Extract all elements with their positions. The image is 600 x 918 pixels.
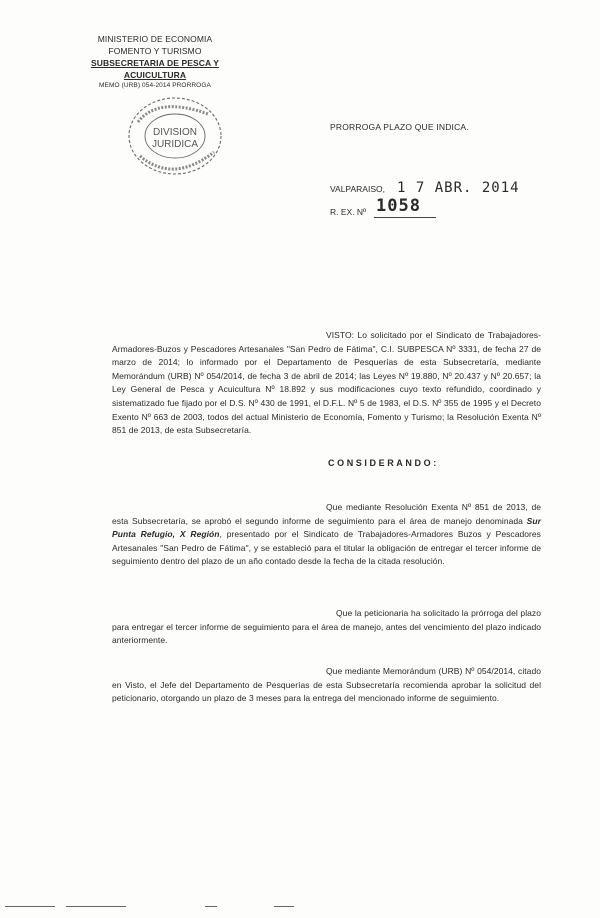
considerando-paragraph-3 [112,665,541,706]
considerando-1-text-b: , presentado por el Sindicato de Trabajadores-Armadores Buzos y Pescadores Artesanales "San Pedro de Fátima", y se estableció para el titular la obligación de entregar el tercer informe de seguimiento dentro del plazo de un año contado desde la fecha de la citada resolución. [112,529,541,567]
considerando-paragraph-1 [112,501,541,569]
stamp-line-2: JURIDICA [151,139,199,150]
considerando-1-text-a: Que mediante Resolución Exenta Nº 851 de 2013, de esta Subsecretaría, se aprobó el segundo informe de seguimiento para el área de manejo denominada [112,502,541,526]
visto-text: Lo solicitado por el Sindicato de Trabajadores-Armadores-Buzos y Pescadores Artesanales "San Pedro de Fátima", C.I. SUBPESCA Nº 3331, de fecha 27 de marzo de 2014; lo informado por el Departamento de Pesquerías de esta Subsecretaría, mediante Memorándum (URB) Nº 054/2014, de fecha 3 de abril de 2014; las Leyes Nº 19.880, Nº 20.437 y Nº 20.657; la Ley General de Pesca y Acuicultura Nº 18.892 y sus modificaciones cuyo texto refundido, coordinado y sistematizado fue fijado por el D.S. Nº 430 de 1991, el D.F.L. Nº 5 de 1983, el D.S. Nº 355 de 1995 y el Decreto Exento Nº 663 de 2003, todos del actual Ministerio de Economía, Fomento y Turismo; la Resolución Exenta Nº 851 de 2013, de esta Subsecretaría. [112,330,541,436]
resolution-underline [374,217,436,218]
division-juridica-stamp [118,92,236,184]
footer-mark [274,906,294,907]
footer-mark [205,906,217,907]
date-line [330,180,520,196]
ministry-fomento: FOMENTO Y TURISMO [108,46,202,56]
considerando-heading: CONSIDERANDO: [328,458,439,468]
footer-mark [5,906,55,907]
stamp-seal [118,92,236,184]
resolution-number: 1058 [376,196,421,216]
document-subject: PRORROGA PLAZO QUE INDICA. [330,122,469,132]
visto-lead: VISTO: [326,330,355,340]
footer-mark [66,906,126,907]
date-label: VALPARAISO, [330,184,385,194]
date-value: 1 7 ABR. 2014 [397,180,520,196]
resolution-number-line [330,196,440,217]
letterhead [60,33,250,91]
considerando-2-text: Que la peticionaria ha solicitado la prórroga del plazo para entregar el tercer informe de seguimiento para el área de manejo, antes del vencimiento del plazo indicado anteriormente. [112,608,541,646]
subsecretaria-name: SUBSECRETARIA DE PESCA Y ACUICULTURA [90,58,220,80]
ministry-name: MINISTERIO DE ECONOMIA [97,34,213,44]
resolution-label: R. EX. Nº [330,207,367,217]
memo-reference: MEMO (URB) 054-2014 PRORROGA [99,82,211,89]
considerando-3-text-a: Que mediante Memorándum (URB) Nº 054/2014, citado en Visto, el [112,666,541,690]
visto-paragraph [112,329,541,438]
stamp-line-1: DIVISION [153,127,197,138]
considerando-3-text-b: Jefe del Departamento de Pesquerías de esta Subsecretaría recomienda aprobar la solicitud del peticionario, otorgando un plazo de 3 meses para la entrega del mencionado informe de seguimiento. [112,679,542,704]
area-name: Sur Punta Refugio, X Región [112,515,541,540]
considerando-paragraph-2 [112,607,541,648]
